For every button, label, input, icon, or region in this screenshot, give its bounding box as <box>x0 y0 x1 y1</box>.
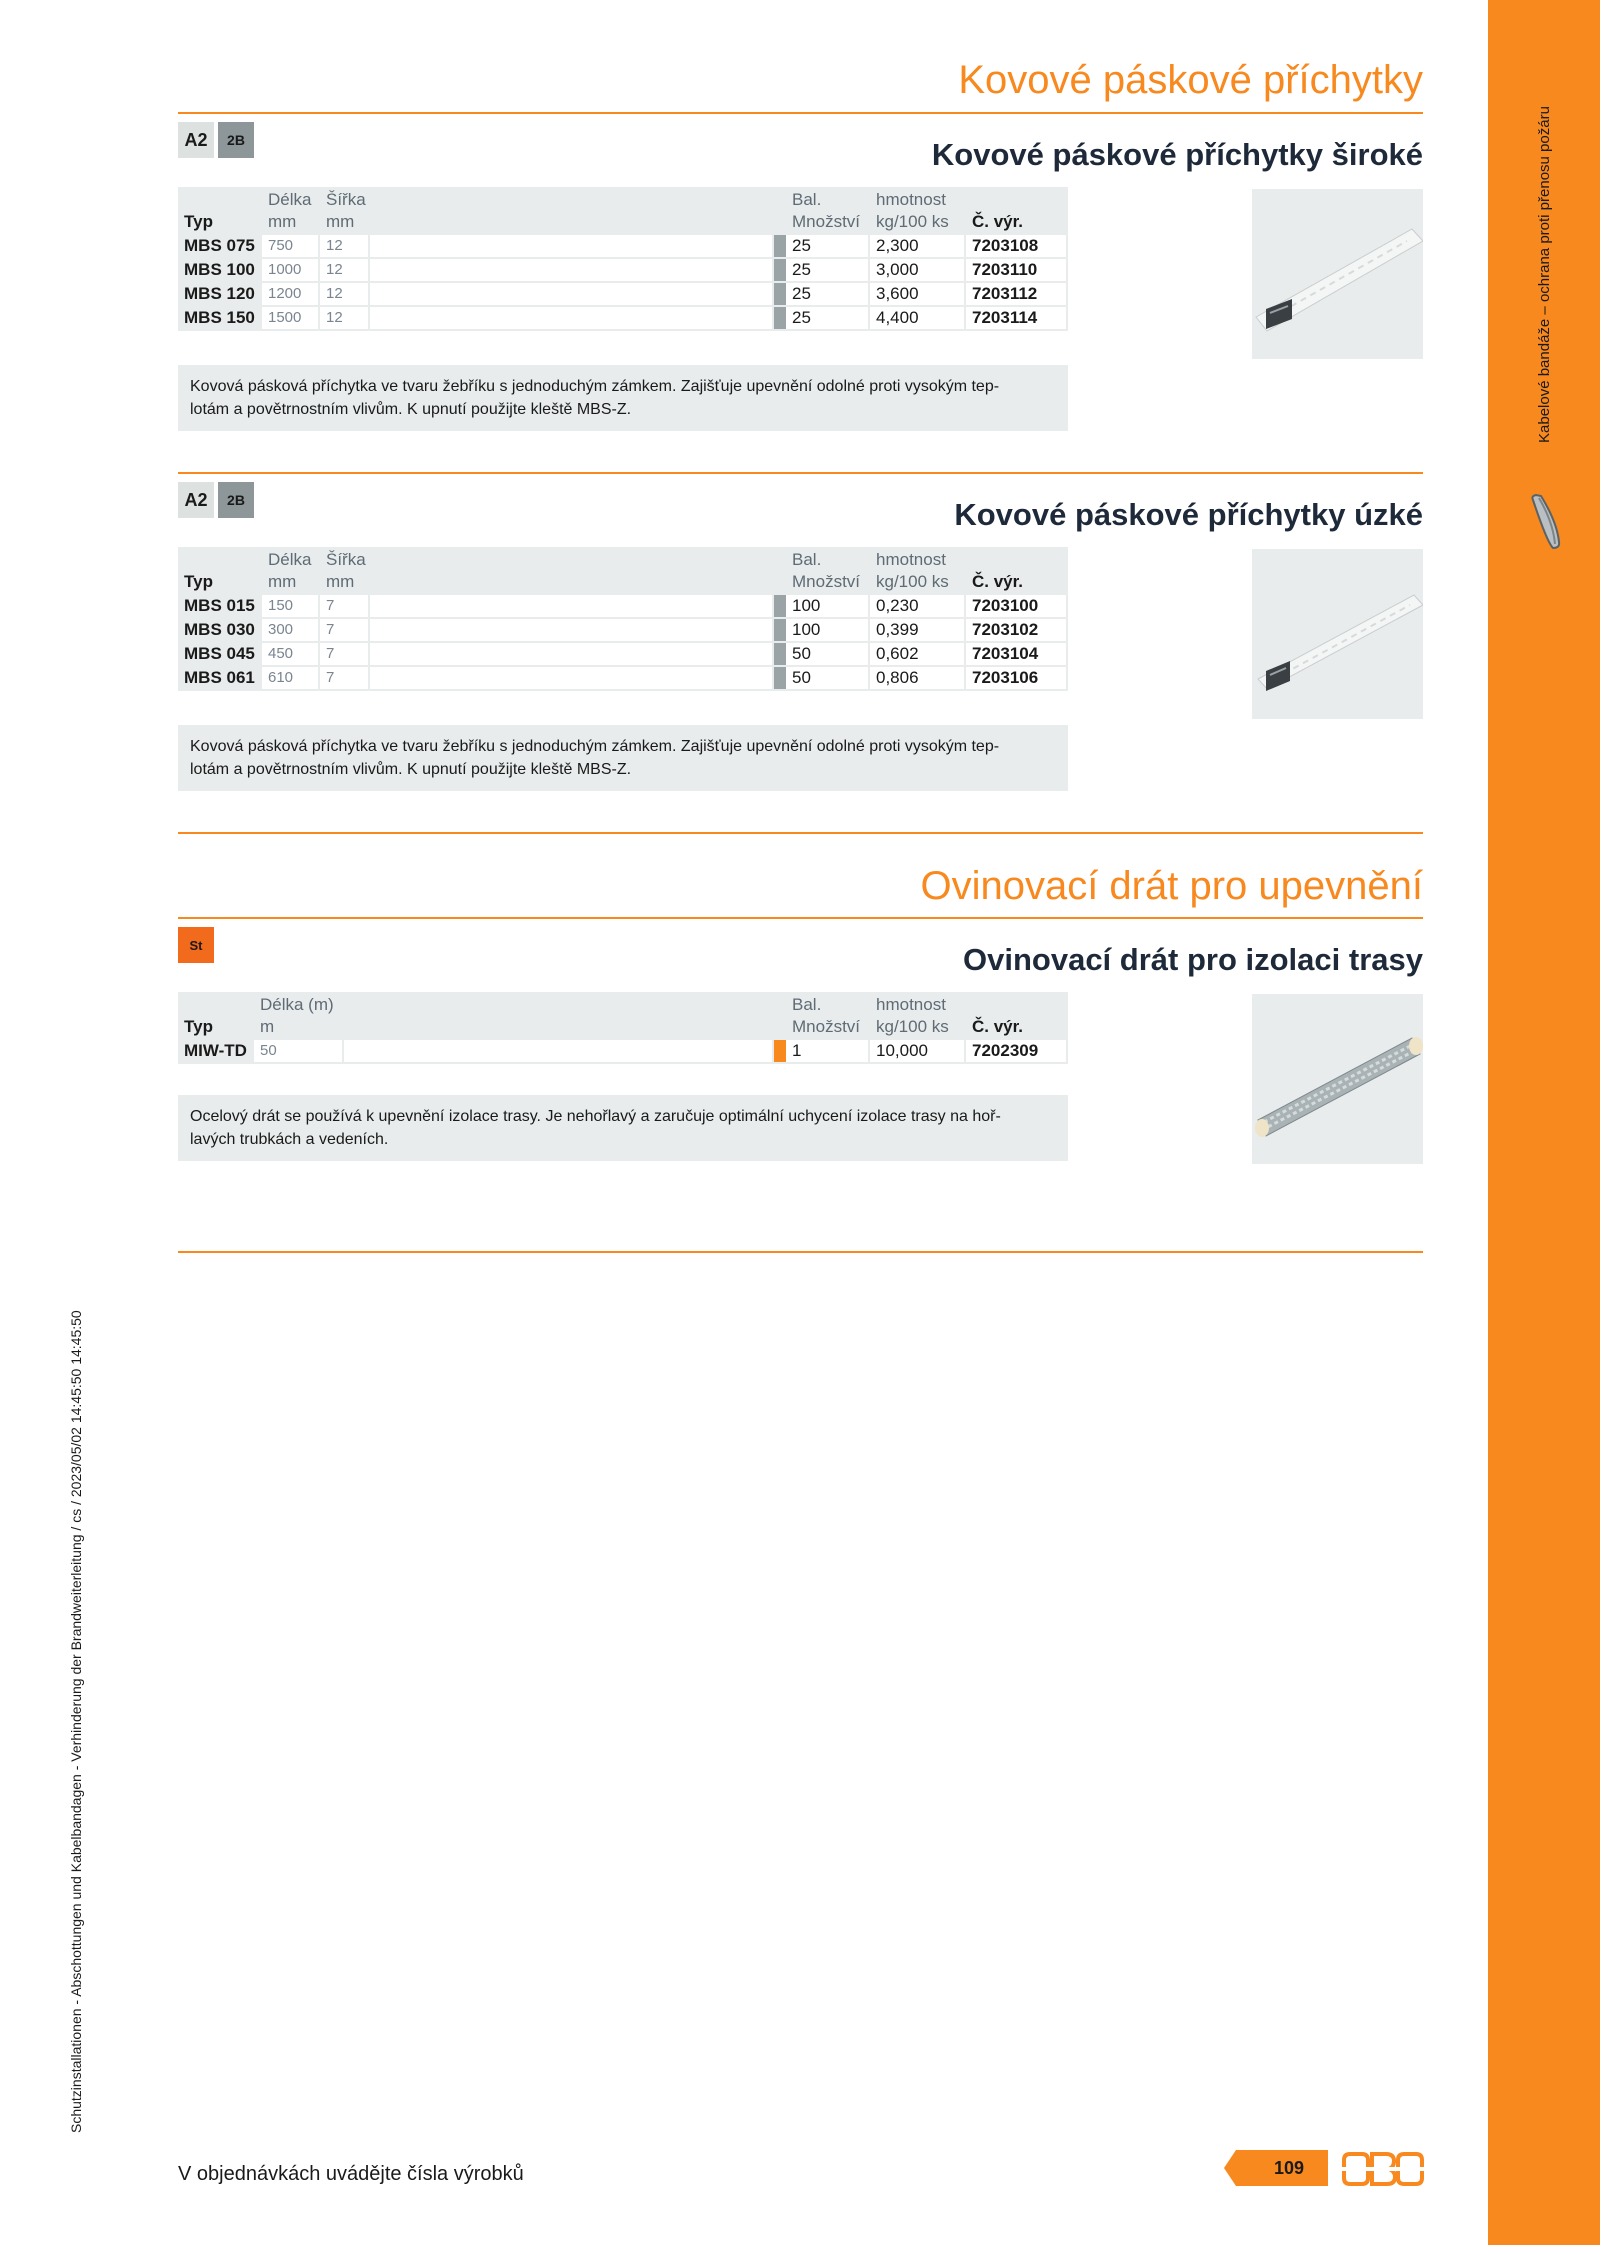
section-rule <box>178 832 1423 834</box>
material-badges <box>178 122 254 158</box>
col-width: Šířka mm <box>320 547 370 595</box>
product-image <box>1252 549 1423 719</box>
material-badges <box>178 927 214 963</box>
spec-table <box>178 187 1068 331</box>
col-length: Délka (m) m <box>254 992 344 1040</box>
section-rule <box>178 917 1423 919</box>
col-typ: Typ <box>178 547 262 595</box>
product-description: Kovová pásková příchytka ve tvaru žebříku s jednoduchým zámkem. Zajišťuje upevnění odolné proti vysokým tep- lotám a povětrnostním vlivům. K upnutí použijte kleště MBS-Z. <box>178 365 1068 431</box>
table-row: MBS 045 450 7 50 0,602 7203104 <box>178 643 1068 667</box>
spec-table <box>178 992 1068 1064</box>
table-row: MBS 150 1500 12 25 4,400 7203114 <box>178 307 1068 331</box>
col-typ: Typ <box>178 187 262 235</box>
sidebar-vertical-label: Kabelové bandáže – ochrana proti přenosu požáru <box>1536 106 1553 443</box>
section-rule <box>178 112 1423 114</box>
material-badges <box>178 482 254 518</box>
cable-bandage-icon <box>1527 492 1563 552</box>
badge-a2: A2 <box>178 482 214 518</box>
table-row: MBS 075 750 12 25 2,300 7203108 <box>178 235 1068 259</box>
table-row: MBS 061 610 7 50 0,806 7203106 <box>178 667 1068 691</box>
wire-coil-image <box>1252 994 1423 1164</box>
print-info: Schutzinstallationen - Abschottungen und Kabelbandagen - Verhinderung der Brandweiterleitung / cs / 2023/05/02 14:45:50 14:45:50 <box>68 1310 84 2133</box>
table-row: MBS 100 1000 12 25 3,000 7203110 <box>178 259 1068 283</box>
order-note: V objednávkách uvádějte čísla výrobků <box>178 2163 524 2185</box>
col-pack: Bal. Množství <box>786 547 870 595</box>
table-row: MBS 015 150 7 100 0,230 7203100 <box>178 595 1068 619</box>
col-pack: Bal. Množství <box>786 992 870 1040</box>
narrow-strap-clip-image <box>1252 549 1423 719</box>
spec-table <box>178 547 1068 691</box>
badge-st: St <box>178 927 214 963</box>
badge-2b: 2B <box>218 122 254 158</box>
col-width: Šířka mm <box>320 187 370 235</box>
col-weight: hmotnost kg/100 ks <box>870 992 966 1040</box>
product-image <box>1252 189 1423 359</box>
product-image <box>1252 994 1423 1164</box>
badge-2b: 2B <box>218 482 254 518</box>
table-row: MBS 030 300 7 100 0,399 7203102 <box>178 619 1068 643</box>
section-title: Ovinovací drát pro upevnění <box>920 864 1423 908</box>
col-weight: hmotnost kg/100 ks <box>870 187 966 235</box>
col-weight: hmotnost kg/100 ks <box>870 547 966 595</box>
col-article: Č. výr. <box>966 992 1068 1040</box>
section-title: Kovové páskové příchytky <box>958 58 1423 102</box>
badge-a2: A2 <box>178 122 214 158</box>
strap-clip-image <box>1252 189 1423 359</box>
product-title: Ovinovací drát pro izolaci trasy <box>963 942 1423 977</box>
page-number: 109 <box>1273 2157 1305 2178</box>
product-title: Kovové páskové příchytky úzké <box>954 497 1423 532</box>
col-article: Č. výr. <box>966 547 1068 595</box>
product-description: Kovová pásková příchytka ve tvaru žebříku s jednoduchým zámkem. Zajišťuje upevnění odolné proti vysokým tep- lotám a povětrnostním vlivům. K upnutí použijte kleště MBS-Z. <box>178 725 1068 791</box>
product-description: Ocelový drát se používá k upevnění izolace trasy. Je nehořlavý a zaručuje optimální uchycení izolace trasy na hoř- lavých trubkách a vedeních. <box>178 1095 1068 1161</box>
col-pack: Bal. Množství <box>786 187 870 235</box>
product-title: Kovové páskové příchytky široké <box>931 137 1423 172</box>
col-length: Délka mm <box>262 547 320 595</box>
table-row: MIW-TD 50 1 10,000 7202309 <box>178 1040 1068 1064</box>
section-rule <box>178 472 1423 474</box>
col-typ: Typ <box>178 992 254 1040</box>
section-rule <box>178 1251 1423 1253</box>
obo-logo <box>1342 2152 1424 2186</box>
col-article: Č. výr. <box>966 187 1068 235</box>
col-length: Délka mm <box>262 187 320 235</box>
table-row: MBS 120 1200 12 25 3,600 7203112 <box>178 283 1068 307</box>
